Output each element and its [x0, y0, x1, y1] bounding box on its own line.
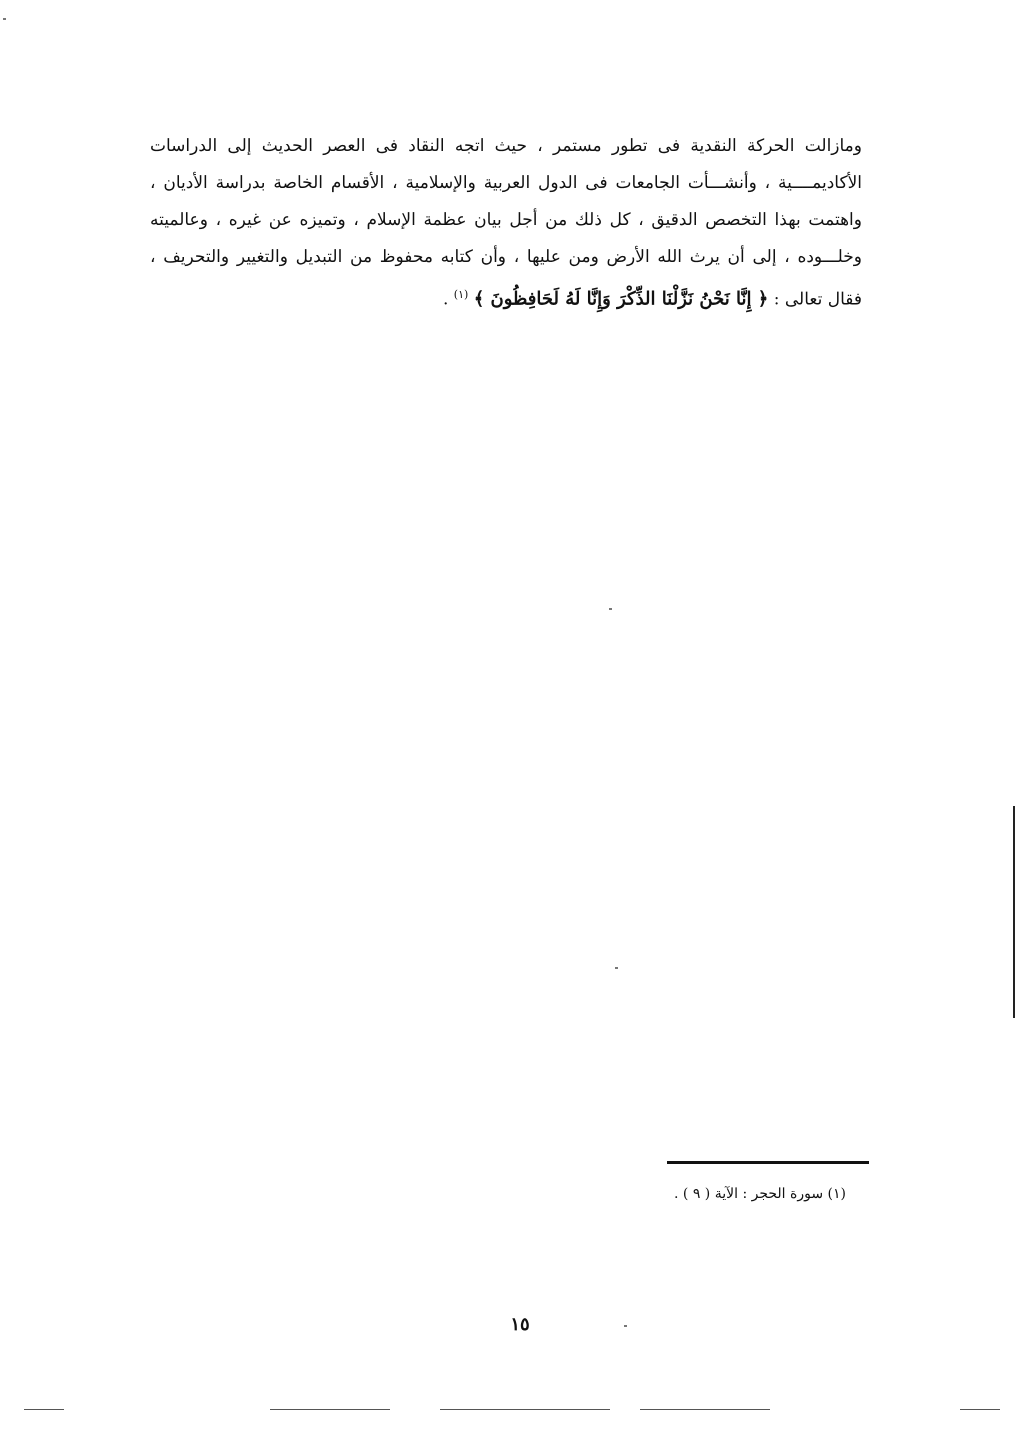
footnote-reference: (١)	[453, 288, 469, 301]
scan-edge-mark	[270, 1409, 390, 1410]
scan-edge-mark	[1013, 806, 1015, 1018]
text-line: الأكاديمــــية ، وأنشـــأت الجامعات فى الدول العربية والإسلامية ، الأقسام الخاصة بدراسة الأديان ،	[150, 173, 862, 193]
sentence-end: .	[442, 289, 449, 310]
scan-speck	[609, 608, 612, 610]
body-paragraph	[150, 128, 862, 313]
scan-edge-mark	[960, 1409, 1000, 1410]
footnote: (١) سورة الحجر : الآية ( ٩ ) .	[674, 1186, 846, 1202]
text-line: واهتمت بهذا التخصص الدقيق ، كل ذلك من أجل بيان عظمة الإسلام ، وتميزه عن غيره ، وعالميته	[150, 210, 862, 230]
scan-speck	[615, 967, 618, 969]
footnote-separator	[667, 1161, 869, 1164]
quran-verse: ﴿ إِنَّا نَحْنُ نَزَّلْنَا الذِّكْرَ وَإِنَّا لَهُ لَحَافِظُونَ ﴾	[473, 288, 769, 310]
text-line-quote	[150, 276, 862, 313]
scan-edge-mark	[440, 1409, 610, 1410]
scan-edge-mark	[24, 1409, 64, 1410]
text-line: وخلـــوده ، إلى أن يرث الله الأرض ومن عليها ، وأن كتابه محفوظ من التبديل والتغيير والتحريف ،	[150, 247, 862, 267]
page-number: ١٥	[510, 1314, 530, 1335]
quote-intro: فقال تعالى :	[773, 289, 862, 310]
scan-speck	[3, 18, 6, 20]
text-line: ومازالت الحركة النقدية فى تطور مستمر ، حيث اتجه النقاد فى العصر الحديث إلى الدراسات	[150, 136, 862, 156]
scan-edge-mark	[640, 1409, 770, 1410]
scan-speck	[624, 1325, 627, 1327]
